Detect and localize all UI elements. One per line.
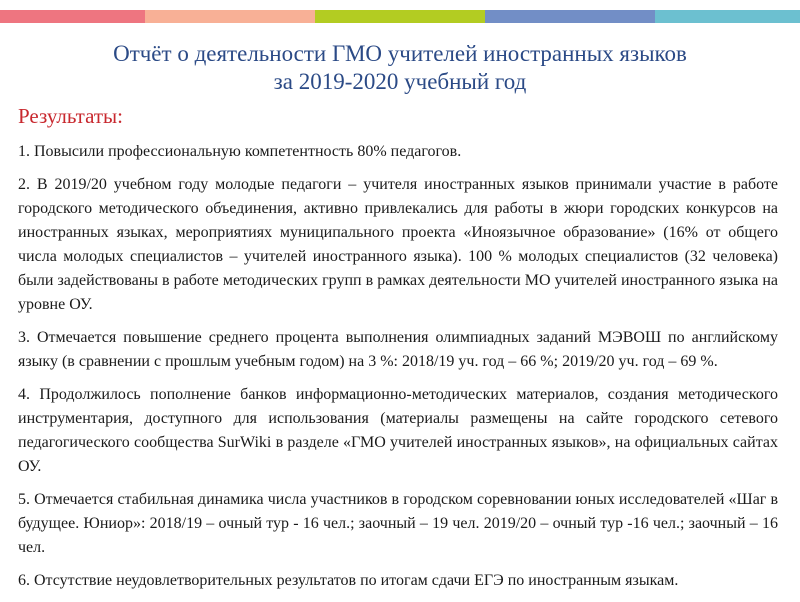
result-item: 6. Отсутствие неудовлетворительных результатов по итогам сдачи ЕГЭ по иностранным языкам. [18, 572, 679, 589]
color-segment [0, 10, 145, 23]
results-heading: Результаты: [18, 104, 123, 128]
result-item: 5. Отмечается стабильная динамика числа участников в городском соревновании юных исследователей «Шаг в будущее. Юниор»: 2018/19 – очный тур - 16 чел.; заочный – 19 чел. 2019/20 – очный тур -16 чел.; заочный – 16 чел. [18, 491, 778, 556]
color-segment [485, 10, 655, 23]
color-segment [655, 10, 800, 23]
result-item: 1. Повысили профессиональную компетентность 80% педагогов. [18, 143, 462, 160]
title-line-2: за 2019-2020 учебный год [273, 69, 527, 94]
slide-title [0, 40, 800, 96]
title-line-1: Отчёт о деятельности ГМО учителей иностранных языков [113, 41, 687, 66]
result-item: 2. В 2019/20 учебном году молодые педагоги – учителя иностранных языков принимали участие в работе городского методического объединения, активно привлекались для работы в жюри городских конкурсов на иностранных языках, мероприятиях муниципального проекта «Иноязычное образование» (16% от общего числа молодых специалистов – учителей иностранного языка). 100 % молодых специалистов (32 человека) были задействованы в работе методических групп в рамках деятельности МО учителей иностранного языка на уровне ОУ. [18, 176, 778, 313]
decorative-color-bar [0, 10, 800, 23]
color-segment [145, 10, 315, 23]
result-item: 4. Продолжилось пополнение банков информационно-методических материалов, создания методического инструментария, доступного для использования (материалы размещены на сайте городского сетевого педагогического сообщества SurWiki в разделе «ГМО учителей иностранных языков», на официальных сайтах ОУ. [18, 386, 778, 475]
color-segment [315, 10, 485, 23]
result-item: 3. Отмечается повышение среднего процента выполнения олимпиадных заданий МЭВОШ по английскому языку (в сравнении с прошлым учебным годом) на 3 %: 2018/19 уч. год – 66 %; 2019/20 уч. год – 69 %. [18, 329, 778, 370]
results-list [18, 140, 778, 602]
